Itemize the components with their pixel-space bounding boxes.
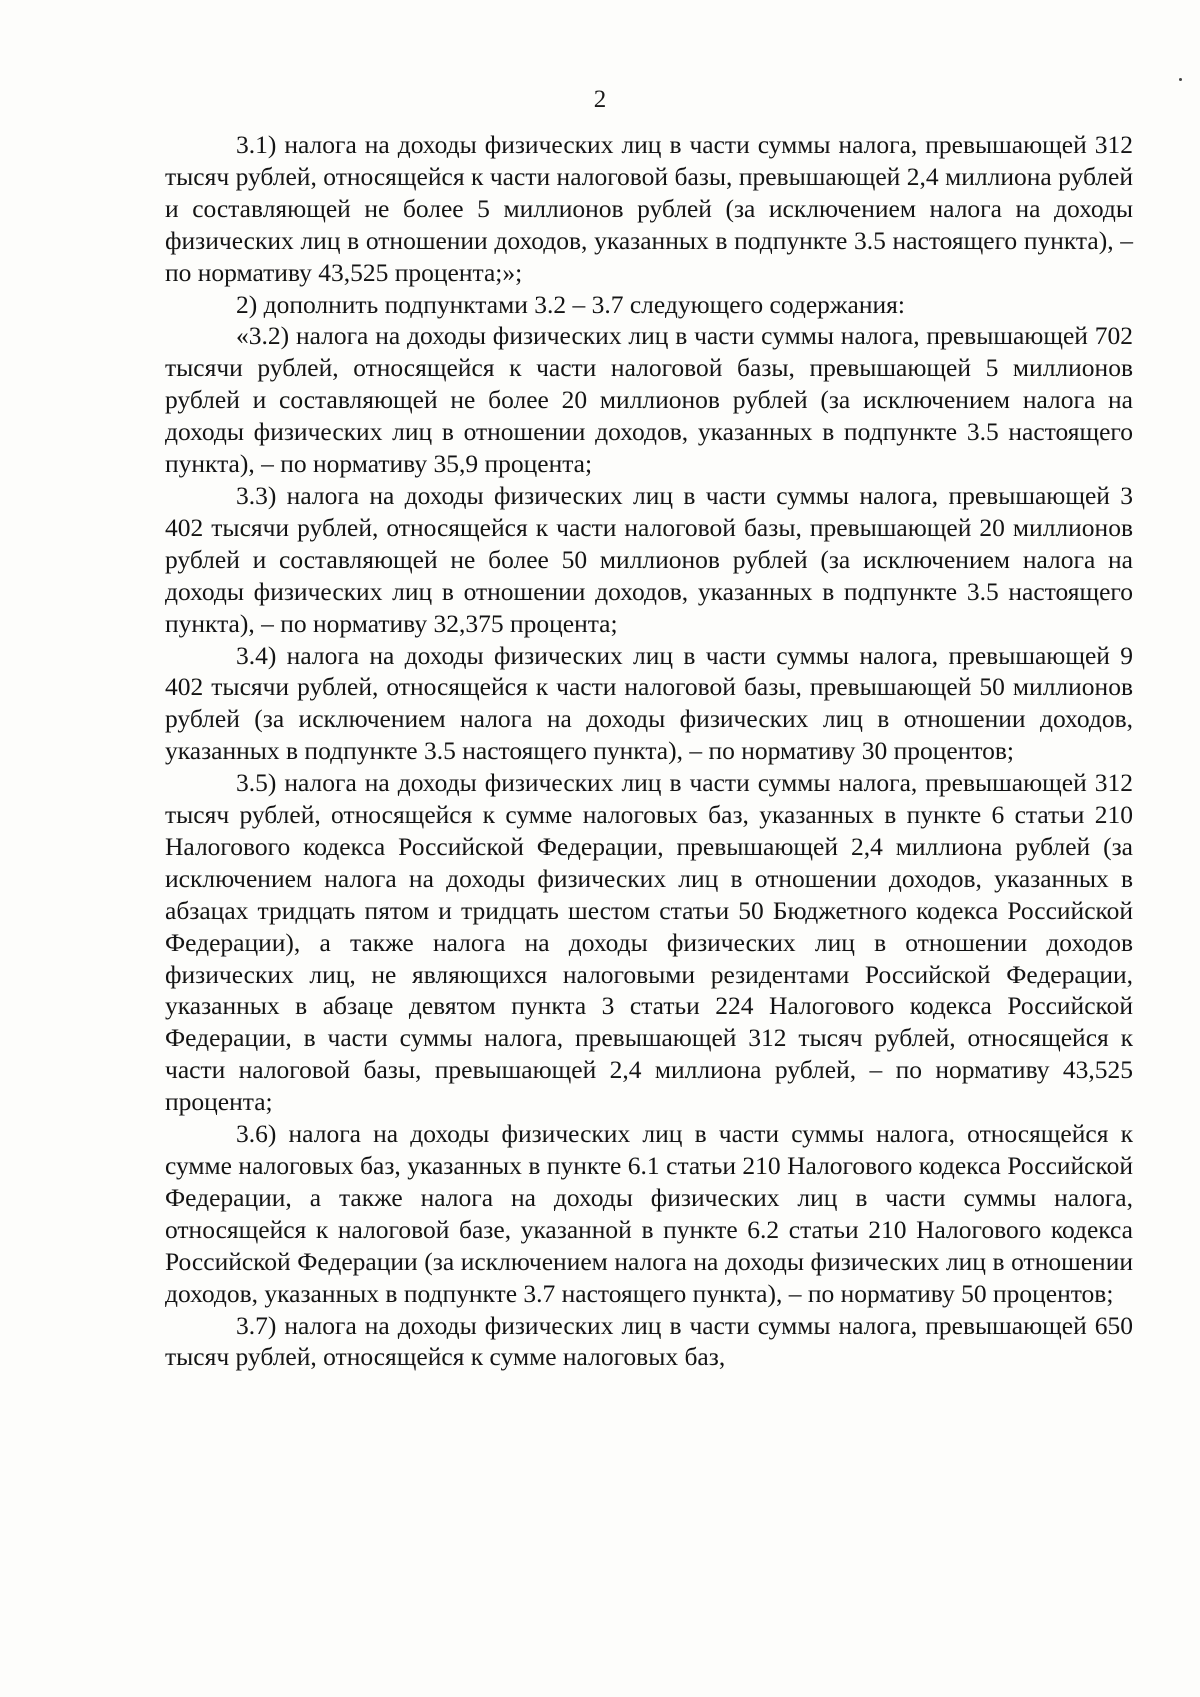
- paragraph-3-7: 3.7) налога на доходы физических лиц в части суммы налога, превышающей 650 тысяч рублей, относящейся к сумме налоговых баз,: [165, 1310, 1133, 1372]
- paragraph-3-5: 3.5) налога на доходы физических лиц в части суммы налога, превышающей 312 тысяч рублей, относящейся к сумме налоговых баз, указанных в пункте 6 статьи 210 Налогового кодекса Российской Федерации, превышающей 2,4 миллиона рублей (за исключением налога на доходы физических лиц в отношении доходов, указанных в абзацах тридцать пятом и тридцать шестом статьи 50 Бюджетного кодекса Российской Федерации), а также налога на доходы физических лиц в отношении доходов физических лиц, не являющихся налоговыми резидентами Российской Федерации, указанных в абзаце девятом пункта 3 статьи 224 Налогового кодекса Российской Федерации, в части суммы налога, превышающей 312 тысяч рублей, относящейся к части налоговой базы, превышающей 2,4 миллиона рублей, – по нормативу 43,525 процента;: [165, 768, 1133, 1117]
- paragraph-3-3: 3.3) налога на доходы физических лиц в части суммы налога, превышающей 3 402 тысячи рублей, относящейся к части налоговой базы, превышающей 20 миллионов рублей и составляющей не более 50 миллионов рублей (за исключением налога на доходы физических лиц в отношении доходов, указанных в подпункте 3.5 настоящего пункта), – по нормативу 32,375 процента;: [165, 480, 1133, 638]
- page-number: 2: [593, 86, 607, 113]
- paragraph-3-6: 3.6) налога на доходы физических лиц в части суммы налога, относящейся к сумме налоговых баз, указанных в пункте 6.1 статьи 210 Налогового кодекса Российской Федерации, а также налога на доходы физических лиц в части суммы налога, относящейся к налоговой базе, указанной в пункте 6.2 статьи 210 Налогового кодекса Российской Федерации (за исключением налога на доходы физических лиц в отношении доходов, указанных в подпункте 3.7 настоящего пункта), – по нормативу 50 процентов;: [165, 1119, 1133, 1308]
- scan-speck: [1179, 78, 1182, 81]
- paragraph-amendment-2: 2) дополнить подпунктами 3.2 – 3.7 следующего содержания:: [236, 289, 905, 319]
- paragraph-3-1: 3.1) налога на доходы физических лиц в части суммы налога, превышающей 312 тысяч рублей, относящейся к части налоговой базы, превышающей 2,4 миллиона рублей и составляющей не более 5 миллионов рублей (за исключением налога на доходы физических лиц в отношении доходов, указанных в подпункте 3.5 настоящего пункта), – по нормативу 43,525 процента;»;: [165, 130, 1133, 287]
- paragraph-3-4: 3.4) налога на доходы физических лиц в части суммы налога, превышающей 9 402 тысячи рублей, относящейся к части налоговой базы, превышающей 50 миллионов рублей (за исключением налога на доходы физических лиц в отношении доходов, указанных в подпункте 3.5 настоящего пункта), – по нормативу 30 процентов;: [165, 640, 1133, 766]
- paragraph-3-2: «3.2) налога на доходы физических лиц в части суммы налога, превышающей 702 тысячи рублей, относящейся к части налоговой базы, превышающей 5 миллионов рублей и составляющей не более 20 миллионов рублей (за исключением налога на доходы физических лиц в отношении доходов, указанных в подпункте 3.5 настоящего пункта), – по нормативу 35,9 процента;: [165, 321, 1133, 479]
- document-body: [165, 129, 1133, 1373]
